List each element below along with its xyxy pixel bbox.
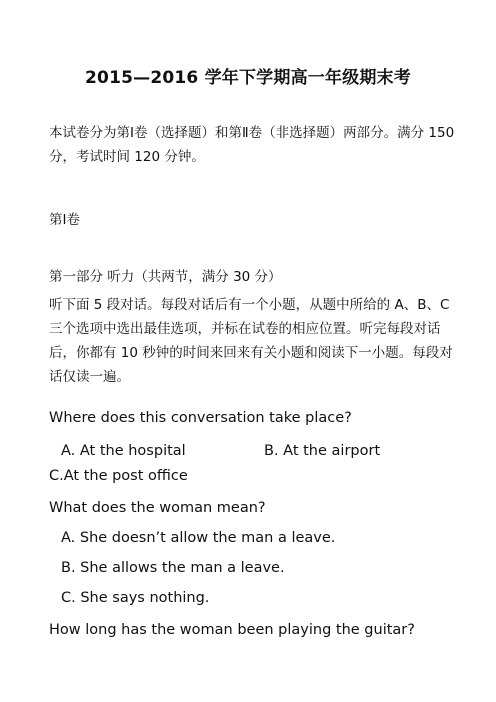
question-1-option-c: C.At the post office (49, 468, 188, 484)
part-heading: 第一部分 听力（共两节，满分 30 分） (49, 269, 282, 285)
section-heading: 第Ⅰ卷 (49, 212, 80, 228)
question-2-option-a: A. She doesn’t allow the man a leave. (61, 530, 336, 546)
listening-instructions: 听下面 5 段对话。每段对话后有一个小题，从题中所给的 A、B、C 三个选项中选出最佳选项，并标在试卷的相应位置。听完每段对话后，你都有 10 秒钟的时间来回来有关小题和阅读下一小题。每段对话仅读一遍。 (49, 297, 453, 385)
question-1-option-a: A. At the hospital (61, 443, 186, 459)
exam-title: 2015—2016 学年下学期高一年级期末考 (85, 68, 411, 88)
question-2-option-c: C. She says nothing. (61, 590, 210, 606)
question-1: Where does this conversation take place? (49, 410, 352, 426)
question-2-option-b: B. She allows the man a leave. (61, 560, 285, 576)
question-2: What does the woman mean? (49, 500, 266, 516)
question-1-option-b: B. At the airport (264, 443, 381, 459)
question-3: How long has the woman been playing the guitar? (49, 622, 415, 638)
exam-intro: 本试卷分为第Ⅰ卷（选择题）和第Ⅱ卷（非选择题）两部分。满分 150 分，考试时间 120 分钟。 (49, 125, 455, 165)
